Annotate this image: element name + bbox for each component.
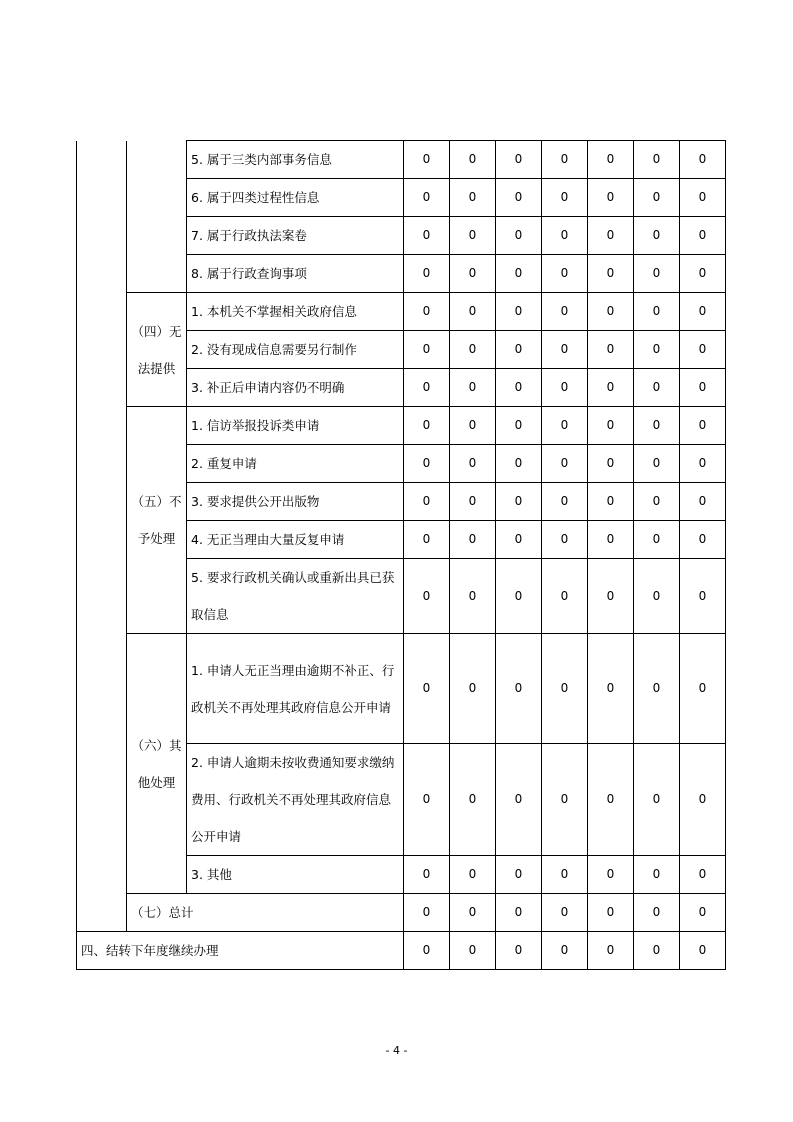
value-cell: 0: [588, 141, 634, 179]
value-cell: 0: [404, 521, 450, 559]
group-title: （六）其他处理: [127, 634, 187, 894]
value-cell: 0: [634, 932, 680, 970]
value-cell: 0: [404, 559, 450, 634]
value-cell: 0: [680, 634, 726, 744]
value-cell: 0: [634, 483, 680, 521]
value-cell: 0: [634, 217, 680, 255]
value-cell: 0: [680, 521, 726, 559]
value-cell: 0: [680, 894, 726, 932]
value-cell: 0: [634, 369, 680, 407]
value-cell: 0: [588, 932, 634, 970]
value-cell: 0: [450, 521, 496, 559]
value-cell: 0: [542, 521, 588, 559]
value-cell: 0: [542, 331, 588, 369]
value-cell: 0: [496, 932, 542, 970]
value-cell: 0: [588, 407, 634, 445]
value-cell: 0: [542, 856, 588, 894]
value-cell: 0: [404, 744, 450, 856]
item-label: 1. 本机关不掌握相关政府信息: [187, 293, 404, 331]
value-cell: 0: [450, 559, 496, 634]
value-cell: 0: [404, 331, 450, 369]
value-cell: 0: [404, 369, 450, 407]
value-cell: 0: [496, 559, 542, 634]
value-cell: 0: [680, 255, 726, 293]
value-cell: 0: [680, 483, 726, 521]
outer-category-cell: [77, 141, 127, 932]
value-cell: 0: [542, 369, 588, 407]
value-cell: 0: [404, 894, 450, 932]
page-number: - 4 -: [385, 1044, 408, 1057]
value-cell: 0: [542, 217, 588, 255]
value-cell: 0: [450, 894, 496, 932]
value-cell: 0: [450, 483, 496, 521]
value-cell: 0: [680, 407, 726, 445]
value-cell: 0: [542, 445, 588, 483]
value-cell: 0: [496, 179, 542, 217]
table-row: [77, 141, 726, 179]
value-cell: 0: [404, 407, 450, 445]
value-cell: 0: [450, 407, 496, 445]
value-cell: 0: [588, 331, 634, 369]
item-label: 2. 没有现成信息需要另行制作: [187, 331, 404, 369]
value-cell: 0: [680, 856, 726, 894]
value-cell: 0: [496, 894, 542, 932]
value-cell: 0: [404, 856, 450, 894]
value-cell: 0: [542, 255, 588, 293]
value-cell: 0: [496, 331, 542, 369]
value-cell: 0: [588, 894, 634, 932]
value-cell: 0: [542, 293, 588, 331]
value-cell: 0: [588, 483, 634, 521]
value-cell: 0: [404, 634, 450, 744]
value-cell: 0: [542, 179, 588, 217]
value-cell: 0: [680, 744, 726, 856]
value-cell: 0: [450, 932, 496, 970]
value-cell: 0: [542, 483, 588, 521]
sub-category-cell: [127, 141, 187, 293]
item-label: 3. 补正后申请内容仍不明确: [187, 369, 404, 407]
value-cell: 0: [634, 634, 680, 744]
value-cell: 0: [634, 856, 680, 894]
value-cell: 0: [496, 483, 542, 521]
value-cell: 0: [634, 407, 680, 445]
value-cell: 0: [450, 141, 496, 179]
value-cell: 0: [496, 856, 542, 894]
value-cell: 0: [450, 217, 496, 255]
value-cell: 0: [680, 932, 726, 970]
value-cell: 0: [588, 445, 634, 483]
item-label: 2. 申请人逾期未按收费通知要求缴纳费用、行政机关不再处理其政府信息公开申请: [187, 744, 404, 856]
value-cell: 0: [450, 445, 496, 483]
total-label: （七）总计: [127, 894, 404, 932]
value-cell: 0: [680, 179, 726, 217]
value-cell: 0: [634, 894, 680, 932]
carry-over-label: 四、结转下年度继续办理: [77, 932, 404, 970]
value-cell: 0: [588, 255, 634, 293]
value-cell: 0: [450, 255, 496, 293]
value-cell: 0: [634, 445, 680, 483]
value-cell: 0: [404, 293, 450, 331]
value-cell: 0: [634, 559, 680, 634]
value-cell: 0: [450, 634, 496, 744]
value-cell: 0: [588, 559, 634, 634]
group-title: （五）不予处理: [127, 407, 187, 634]
item-label: 8. 属于行政查询事项: [187, 255, 404, 293]
value-cell: 0: [542, 141, 588, 179]
value-cell: 0: [496, 407, 542, 445]
value-cell: 0: [680, 331, 726, 369]
value-cell: 0: [588, 634, 634, 744]
table-row: [77, 634, 726, 744]
value-cell: 0: [542, 634, 588, 744]
value-cell: 0: [496, 634, 542, 744]
value-cell: 0: [404, 217, 450, 255]
value-cell: 0: [680, 217, 726, 255]
value-cell: 0: [588, 369, 634, 407]
value-cell: 0: [404, 255, 450, 293]
value-cell: 0: [634, 744, 680, 856]
item-label: 3. 其他: [187, 856, 404, 894]
value-cell: 0: [496, 521, 542, 559]
value-cell: 0: [634, 255, 680, 293]
disclosure-statistics-table: [76, 140, 726, 970]
value-cell: 0: [496, 369, 542, 407]
value-cell: 0: [404, 141, 450, 179]
value-cell: 0: [496, 255, 542, 293]
item-label: 5. 要求行政机关确认或重新出具已获取信息: [187, 559, 404, 634]
table-row: [77, 932, 726, 970]
value-cell: 0: [542, 744, 588, 856]
table-row: [77, 894, 726, 932]
item-label: 4. 无正当理由大量反复申请: [187, 521, 404, 559]
value-cell: 0: [680, 293, 726, 331]
value-cell: 0: [450, 369, 496, 407]
value-cell: 0: [404, 179, 450, 217]
value-cell: 0: [496, 744, 542, 856]
value-cell: 0: [680, 559, 726, 634]
item-label: 2. 重复申请: [187, 445, 404, 483]
value-cell: 0: [680, 445, 726, 483]
value-cell: 0: [450, 293, 496, 331]
value-cell: 0: [404, 445, 450, 483]
value-cell: 0: [404, 932, 450, 970]
table-row: [77, 293, 726, 331]
item-label: 1. 申请人无正当理由逾期不补正、行政机关不再处理其政府信息公开申请: [187, 634, 404, 744]
value-cell: 0: [496, 217, 542, 255]
value-cell: 0: [588, 744, 634, 856]
value-cell: 0: [450, 331, 496, 369]
value-cell: 0: [496, 445, 542, 483]
value-cell: 0: [496, 141, 542, 179]
group-title: （四）无法提供: [127, 293, 187, 407]
value-cell: 0: [542, 407, 588, 445]
value-cell: 0: [588, 521, 634, 559]
value-cell: 0: [588, 293, 634, 331]
table-body: [77, 141, 726, 970]
value-cell: 0: [404, 483, 450, 521]
table-row: [77, 407, 726, 445]
item-label: 7. 属于行政执法案卷: [187, 217, 404, 255]
value-cell: 0: [542, 932, 588, 970]
item-label: 3. 要求提供公开出版物: [187, 483, 404, 521]
value-cell: 0: [634, 331, 680, 369]
value-cell: 0: [680, 141, 726, 179]
item-label: 5. 属于三类内部事务信息: [187, 141, 404, 179]
value-cell: 0: [542, 559, 588, 634]
item-label: 6. 属于四类过程性信息: [187, 179, 404, 217]
value-cell: 0: [496, 293, 542, 331]
value-cell: 0: [634, 141, 680, 179]
value-cell: 0: [634, 179, 680, 217]
value-cell: 0: [588, 217, 634, 255]
item-label: 1. 信访举报投诉类申请: [187, 407, 404, 445]
value-cell: 0: [588, 179, 634, 217]
value-cell: 0: [542, 894, 588, 932]
value-cell: 0: [450, 179, 496, 217]
value-cell: 0: [634, 521, 680, 559]
value-cell: 0: [680, 369, 726, 407]
value-cell: 0: [634, 293, 680, 331]
value-cell: 0: [588, 856, 634, 894]
value-cell: 0: [450, 856, 496, 894]
value-cell: 0: [450, 744, 496, 856]
